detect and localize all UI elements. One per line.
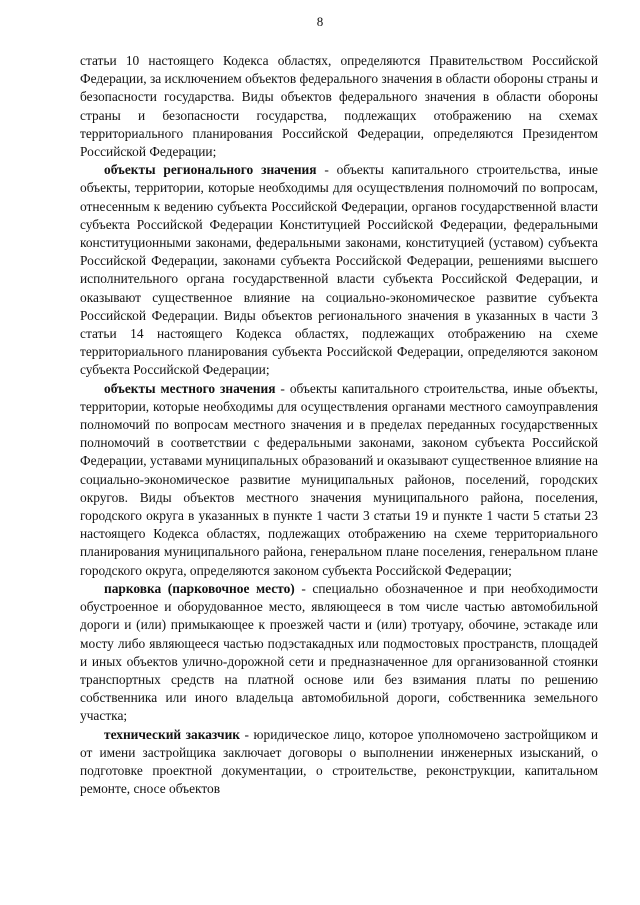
definition-text: - объекты капитального строительства, иные объекты, территории, которые необходимы для осуществления органами местного самоуправления полномочий по вопросам местного значения и в пределах переданных государственных полномочий в соответствии с федеральными законами, законом субъекта Российской Федерации, уставами муниципальных образований и оказывают существенное влияние на социально-экономическое развитие муниципальных районов, поселений, городских округов. Виды объектов местного значения муниципального района, поселения, городского округа в указанных в пункте 1 части 3 статьи 19 и пункте 1 части 5 статьи 23 настоящего Кодекса областях, подлежащих отображению на схеме территориального планирования муниципального района, генеральном плане поселения, генеральном плане городского округа, определяются законом субъекта Российской Федерации; <box>80 380 599 578</box>
definition-parking <box>80 580 598 726</box>
document-body <box>80 52 598 798</box>
definition-text: - объекты капитального строительства, иные объекты, территории, которые необходимы для осуществления полномочий по вопросам, отнесенным к ведению субъекта Российской Федерации, органов государственной власти субъекта Российской Федерации Конституцией Российской Федерации, федеральными конституционными законами, федеральными законами, конституцией (уставом) субъекта Российской Федерации, законами субъекта Российской Федерации, решениями высшего исполнительного органа государственной власти субъекта Российской Федерации, и оказывают существенное влияние на социально-экономическое развитие субъекта Российской Федерации. Виды объектов регионального значения в указанных в части 3 статьи 14 настоящего Кодекса областях, подлежащих отображению на схеме территориального планирования субъекта Российской Федерации, определяются законом субъекта Российской Федерации; <box>80 162 598 378</box>
paragraph-continuation <box>80 52 598 161</box>
page-number: 8 <box>316 14 324 29</box>
definition-regional-objects <box>80 161 598 379</box>
definition-technical-customer <box>80 726 598 799</box>
definition-term: технический заказчик <box>104 726 241 742</box>
definition-text: - юридическое лицо, которое уполномочено застройщиком и от имени застройщика заключает договоры о выполнении инженерных изысканий, о подготовке проектной документации, о строительстве, реконструкции, капитальном ремонте, сносе объектов <box>80 726 598 797</box>
definition-text: - специально обозначенное и при необходимости обустроенное и оборудованное место, являющееся в том числе частью автомобильной дороги и (или) примыкающее к проезжей части и (или) тротуару, обочине, эстакаде или мосту либо являющееся частью подэстакадных или подмостовых пространств, площадей и иных объектов улично-дорожной сети и предназначенное для организованной стоянки транспортных средств на платной основе или без взимания платы по решению собственника или иного владельца автомобильной дороги, собственника земельного участка; <box>80 580 598 724</box>
definition-term: парковка (парковочное место) <box>104 580 295 596</box>
definition-term: объекты регионального значения <box>104 162 317 178</box>
definition-local-objects <box>80 380 598 580</box>
definition-term: объекты местного значения <box>104 380 276 396</box>
paragraph-text: статьи 10 настоящего Кодекса областях, определяются Правительством Российской Федерации, за исключением объектов федерального значения в области обороны страны и безопасности государства. Виды объектов федерального значения в области обороны страны и безопасности государства, подлежащих отображению на схемах территориального планирования Российской Федерации, определяются Президентом Российской Федерации; <box>80 53 598 160</box>
